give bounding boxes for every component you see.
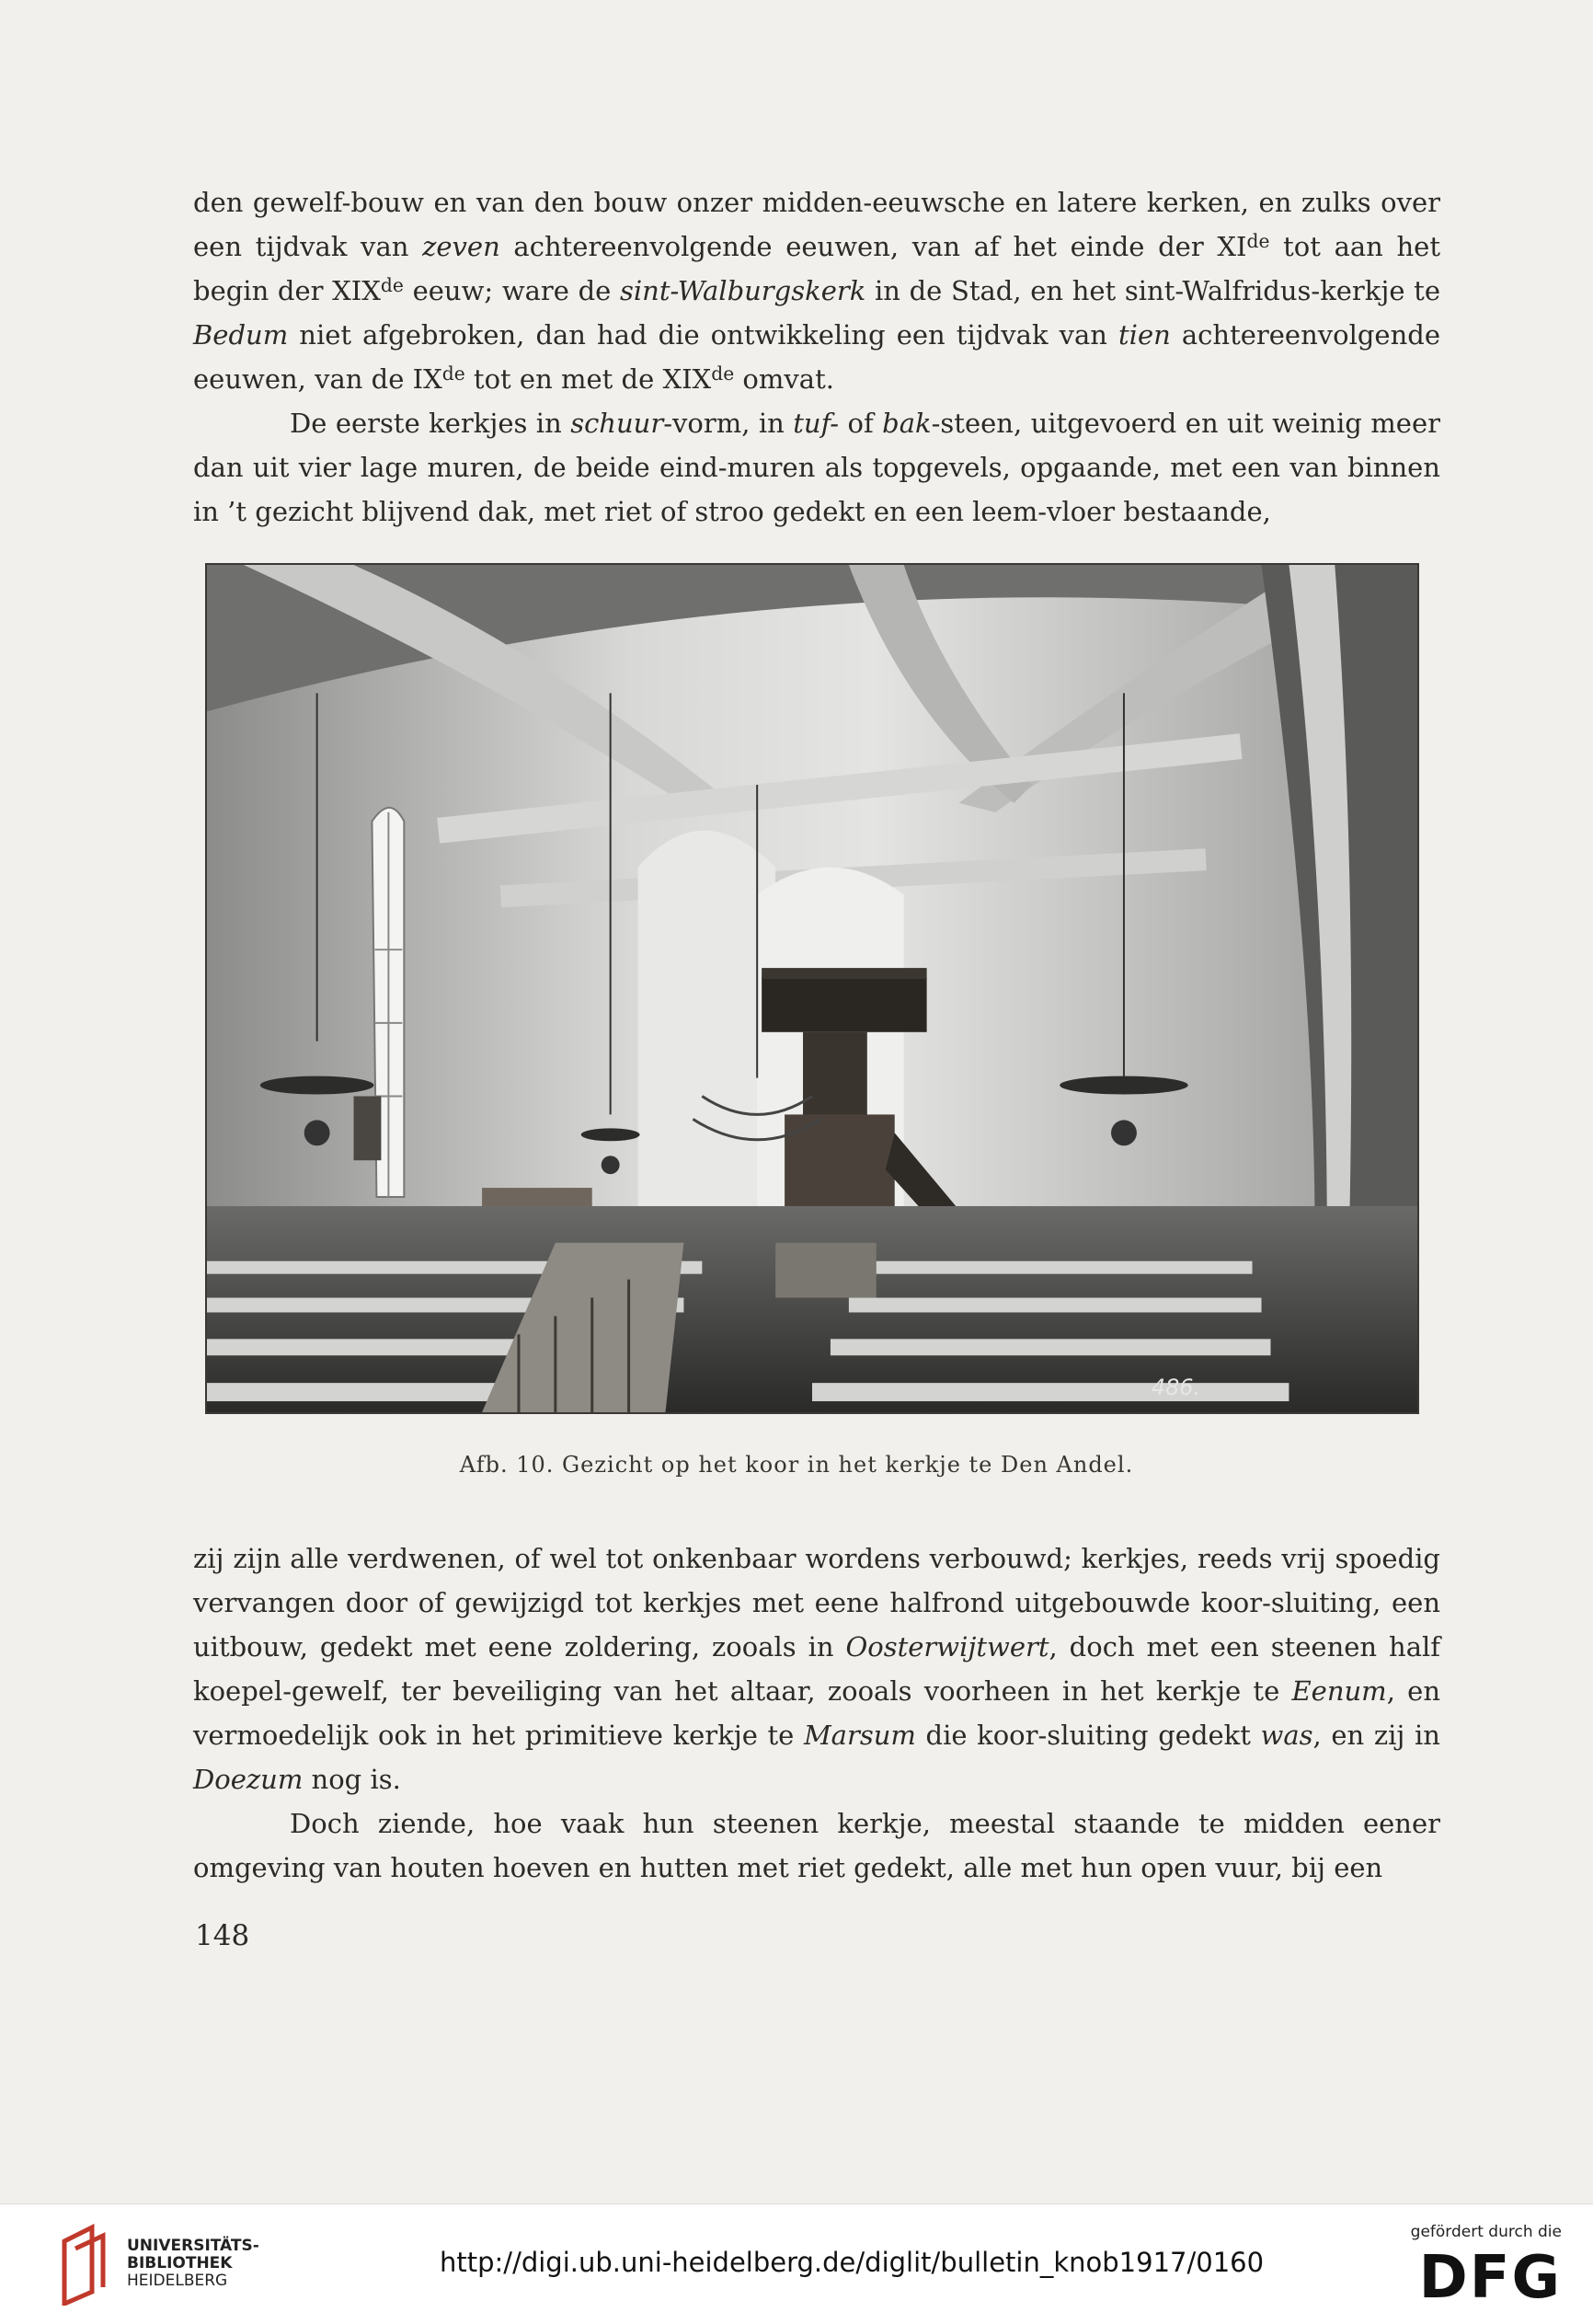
figure-caption: Afb. 10. Gezicht op het koor in het kerkje te Den Andel. bbox=[459, 1452, 1134, 1478]
paragraph: den gewelf-bouw en van den bouw onzer midden-eeuwsche en latere kerken, en zulks over een tijdvak van zeven achtereenvolgende eeuwen, van af het einde der XIde tot aan het begin der XIXde eeuw; ware de sint-Walburgskerk in de Stad, en het sint-Walfridus-kerkje te Bedum niet afgebroken, dan had die ontwikkeling een tijdvak van tien achtereenvolgende eeuwen, van de IXde tot en met de XIXde omvat. bbox=[193, 187, 1441, 395]
permalink-url[interactable]: http://digi.ub.uni-heidelberg.de/diglit/bulletin_knob1917/0160 bbox=[440, 2247, 1265, 2278]
paragraph: De eerste kerkjes in schuur-vorm, in tuf- of bak-steen, uitgevoerd en uit weinig meer dan uit vier lage muren, de beide eind-muren als topgevels, opgaande, met een van binnen in ’t gezicht blijvend dak, met riet of stroo gedekt en een leem-vloer bestaande, bbox=[193, 408, 1440, 527]
page-number: 148 bbox=[195, 1919, 250, 1952]
dfg-logo: DFG bbox=[1418, 2244, 1562, 2312]
plate-number: 486. bbox=[1151, 1375, 1201, 1401]
library-logo-icon bbox=[55, 2223, 116, 2306]
photo-illustration bbox=[207, 565, 1417, 1412]
church-interior-photo bbox=[205, 563, 1419, 1414]
paragraph: zij zijn alle verdwenen, of wel tot onkenbaar wordens verbouwd; kerkjes, reeds vrij spoedig vervangen door of gewijzigd tot kerkjes met eene halfrond uitgebouwde koor-sluiting, een uitbouw, gedekt met eene zoldering, zooals in Oosterwijtwert, doch met een steenen half koepel-gewelf, ter beveiliging van het altaar, zooals voorheen in het kerkje te Eenum, en vermoedelijk ook in het primitieve kerkje te Marsum die koor-sluiting gedekt was, en zij in Doezum nog is. bbox=[193, 1543, 1441, 1795]
digitization-footer bbox=[0, 2203, 1593, 2324]
funded-by-label: gefördert durch die bbox=[1410, 2223, 1562, 2241]
text-block-bottom bbox=[193, 1536, 1440, 1890]
library-name: UNIVERSITÄTS- BIBLIOTHEK HEIDELBERG bbox=[127, 2237, 259, 2290]
paragraph: Doch ziende, hoe vaak hun steenen kerkje, meestal staande te midden eener omgeving van houten hoeven en hutten met riet gedekt, alle met hun open vuur, bij een bbox=[193, 1808, 1440, 1883]
text-block-top bbox=[193, 180, 1440, 534]
